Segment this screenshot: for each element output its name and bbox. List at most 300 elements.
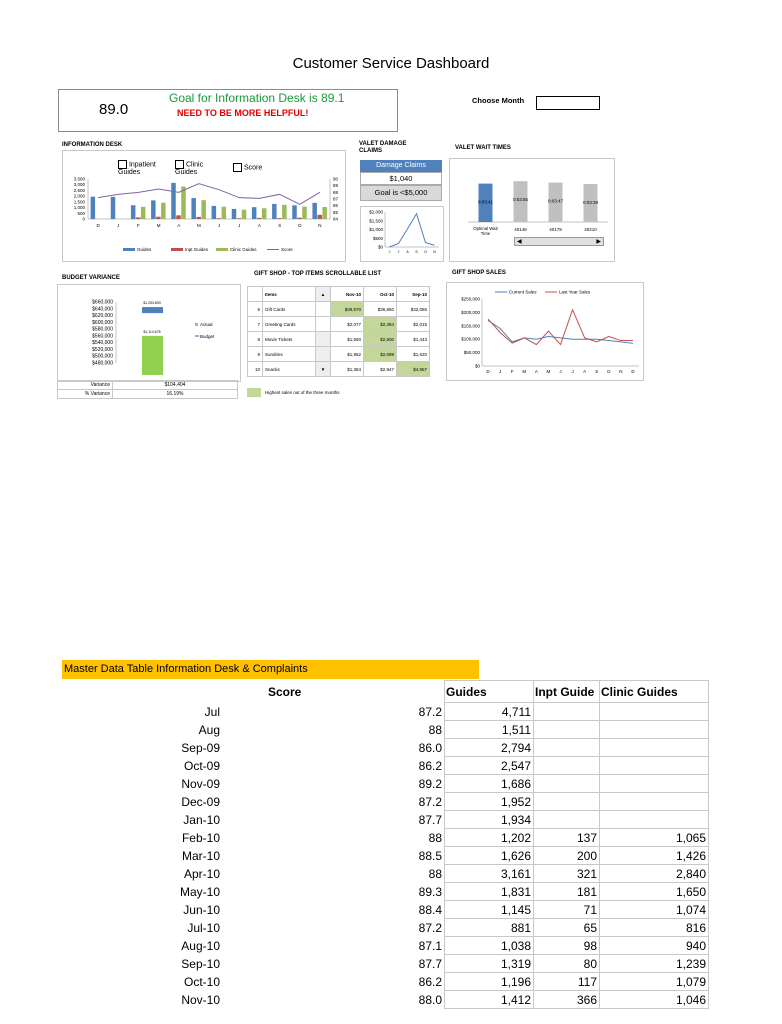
- valet-wait-panel: [449, 158, 615, 262]
- row-nov: $1,550: [331, 332, 364, 347]
- table-row: [62, 721, 709, 739]
- x-tick-label: Time: [480, 231, 491, 236]
- col-clinic-guides: Clinic Guides: [600, 681, 709, 703]
- row-month: Nov-10: [181, 992, 220, 1007]
- row-inpt-guide: [534, 793, 600, 811]
- y2-tick-label: 84: [333, 216, 339, 222]
- table-row: [62, 883, 709, 901]
- checkbox-label: Clinic Guides: [175, 161, 204, 176]
- row-month: Sep-10: [181, 956, 220, 971]
- x-tick-label: S: [415, 250, 418, 254]
- bar-clinic-guides: [262, 208, 267, 219]
- row-score: 88.0: [418, 992, 442, 1007]
- x-tick-label: J: [498, 369, 502, 374]
- bar-clinic-guides: [222, 207, 227, 219]
- x-tick-label: F: [137, 223, 140, 228]
- row-clinic-guides: 1,239: [600, 955, 709, 973]
- row-sep: $1,443: [397, 332, 430, 347]
- y2-tick-label: 88: [333, 189, 339, 195]
- row-item: Snacks: [263, 362, 316, 377]
- y2-tick-label: 85: [333, 209, 339, 215]
- row-guides: 1,145: [445, 901, 534, 919]
- table-row: [62, 919, 709, 937]
- row-guides: 2,794: [445, 739, 534, 757]
- y-tick-label: $50,000: [463, 350, 480, 356]
- y-tick-label: $250,000: [461, 296, 480, 302]
- x-tick-label: S: [595, 369, 599, 374]
- row-clinic-guides: 1,074: [600, 901, 709, 919]
- bar-guides: [131, 205, 136, 219]
- y-tick-label: $1,500: [369, 218, 383, 224]
- wait-bar-label: 0:03:47: [547, 198, 564, 204]
- col-sep: Sep-10: [397, 287, 430, 302]
- row-inpt-guide: [534, 775, 600, 793]
- y-tick-label: $150,000: [461, 323, 480, 329]
- row-month: Sep-09: [181, 740, 220, 755]
- y-tick-label: $1,000: [369, 227, 383, 232]
- y-tick-label: $620,000: [92, 313, 113, 320]
- row-clinic-guides: [600, 775, 709, 793]
- x-tick-label: M: [522, 369, 527, 374]
- col-items: Items: [263, 287, 316, 302]
- row-month: Aug-10: [181, 938, 220, 953]
- row-guides: 1,202: [445, 829, 534, 847]
- y-tick-label: $0: [377, 244, 383, 250]
- highlight-legend-swatch: [247, 388, 261, 397]
- variance-value: $104,404: [113, 381, 238, 390]
- y-tick-label: $640,000: [92, 306, 113, 313]
- y-tick-label: $500: [372, 235, 383, 241]
- x-tick-label: J: [217, 223, 221, 228]
- table-row: [62, 775, 709, 793]
- y-tick-label: $500,000: [92, 353, 113, 360]
- gift-sales-panel: [446, 282, 644, 381]
- bar-inpt-guides: [297, 218, 302, 219]
- wait-bar-label: 0:03:55: [512, 197, 529, 203]
- legend-swatch: [123, 248, 135, 251]
- row-clinic-guides: [600, 793, 709, 811]
- bar-inpt-guides: [176, 215, 181, 219]
- bar-clinic-guides: [201, 200, 206, 219]
- x-tick-label: D: [96, 223, 100, 228]
- bar-inpt-guides: [237, 218, 242, 219]
- row-sep: $2,015: [397, 317, 430, 332]
- bar-guides: [292, 205, 297, 219]
- master-table: [62, 680, 709, 1009]
- scroll-track[interactable]: [316, 332, 331, 347]
- row-score: 87.2: [418, 794, 442, 809]
- bar-inpt-guides: [136, 217, 141, 219]
- table-row: [62, 829, 709, 847]
- col-score: Score: [268, 684, 302, 699]
- row-guides: 1,412: [445, 991, 534, 1009]
- legend-label: Last Year Sales: [559, 289, 591, 295]
- x-tick-label: 40148: [514, 227, 527, 232]
- legend-label: Score: [281, 247, 293, 252]
- row-oct: $2,394: [364, 317, 397, 332]
- bar-clinic-guides: [322, 207, 327, 219]
- row-oct: $36,850: [364, 302, 397, 317]
- y-tick-label: $200,000: [461, 309, 480, 315]
- x-tick-label: Optimal Wait: [473, 226, 498, 231]
- row-index: 9: [248, 347, 263, 362]
- valet-damage-heading: VALET DAMAGE CLAIMS: [359, 141, 407, 154]
- choose-month-label: Choose Month: [472, 96, 525, 105]
- y-tick-label: $580,000: [92, 326, 113, 333]
- score-line: [98, 184, 320, 205]
- table-row: [62, 901, 709, 919]
- x-tick-label: F: [510, 369, 514, 374]
- row-month: Oct-09: [183, 758, 220, 773]
- table-row: [62, 991, 709, 1009]
- scroll-track[interactable]: ▼: [316, 362, 331, 377]
- row-oct: $2,099: [364, 347, 397, 362]
- table-row: [62, 937, 709, 955]
- row-inpt-guide: 98: [534, 937, 600, 955]
- col-nov: Nov-10: [331, 287, 364, 302]
- row-score: 86.2: [418, 974, 442, 989]
- budget-label: $1,114,678: [143, 329, 161, 334]
- current-sales-line: [488, 320, 633, 343]
- damage-line: [390, 214, 435, 247]
- y-tick-label: 1,000: [73, 205, 85, 211]
- row-score: 88.4: [418, 902, 442, 917]
- row-score: 88.5: [418, 848, 442, 863]
- row-inpt-guide: 181: [534, 883, 600, 901]
- row-clinic-guides: 816: [600, 919, 709, 937]
- x-tick-label: N: [318, 223, 322, 228]
- valet-wait-heading: VALET WAIT TIMES: [455, 145, 511, 151]
- row-month: Nov-09: [181, 776, 220, 791]
- row-guides: 2,547: [445, 757, 534, 775]
- actual-bar: [142, 307, 163, 313]
- row-clinic-guides: 940: [600, 937, 709, 955]
- legend-label: Inpt Guides: [185, 247, 209, 252]
- row-nov: $39,570: [331, 302, 364, 317]
- table-row: [248, 332, 430, 347]
- row-clinic-guides: 1,079: [600, 973, 709, 991]
- row-guides: 3,161: [445, 865, 534, 883]
- row-guides: 1,626: [445, 847, 534, 865]
- row-inpt-guide: [534, 721, 600, 739]
- x-tick-label: J: [559, 369, 562, 374]
- actual-label: $1,253,893: [143, 301, 161, 306]
- info-desk-heading: INFORMATION DESK: [62, 142, 123, 148]
- bar-inpt-guides: [277, 218, 282, 219]
- row-index: 7: [248, 317, 263, 332]
- row-oct: $2,500: [364, 332, 397, 347]
- info-desk-chart: [63, 151, 345, 261]
- bar-guides: [151, 200, 156, 219]
- y-tick-label: 0: [82, 216, 85, 222]
- bar-inpt-guides: [196, 217, 201, 219]
- bar-inpt-guides: [317, 215, 322, 219]
- gift-sales-chart: [447, 283, 643, 380]
- row-guides: 4,711: [445, 703, 534, 721]
- y-tick-label: $2,000: [369, 209, 383, 215]
- gift-sales-heading: GIFT SHOP SALES: [452, 270, 506, 276]
- row-guides: 881: [445, 919, 534, 937]
- row-clinic-guides: 1,650: [600, 883, 709, 901]
- row-score: 88: [428, 722, 442, 737]
- row-score: 87.2: [418, 704, 442, 719]
- bar-guides: [191, 198, 196, 219]
- table-row: [62, 865, 709, 883]
- bar-guides: [232, 209, 237, 219]
- row-month: Jun-10: [183, 902, 220, 917]
- bar-clinic-guides: [282, 205, 287, 219]
- x-tick-label: A: [534, 369, 538, 374]
- legend-label: Actual: [200, 322, 213, 327]
- table-row: [248, 302, 430, 317]
- row-clinic-guides: [600, 721, 709, 739]
- row-month: Mar-10: [181, 848, 220, 863]
- row-score: 88: [428, 866, 442, 881]
- scroll-track[interactable]: [316, 302, 331, 317]
- x-tick-label: N: [619, 369, 623, 374]
- y-tick-label: 2,500: [73, 187, 85, 193]
- row-score: 87.7: [418, 956, 442, 971]
- y2-tick-label: 87: [333, 196, 339, 202]
- budget-table: [57, 380, 238, 399]
- need-helpful-text: NEED TO BE MORE HELPFUL!: [177, 108, 309, 118]
- row-sep: $32,065: [397, 302, 430, 317]
- info-desk-panel: [62, 150, 346, 262]
- y-tick-label: 3,500: [73, 176, 85, 182]
- budget-panel: [57, 284, 241, 382]
- row-inpt-guide: [534, 811, 600, 829]
- y-tick-label: $480,000: [92, 360, 113, 367]
- col-month: [62, 681, 222, 703]
- row-guides: 1,952: [445, 793, 534, 811]
- y-tick-label: $600,000: [92, 319, 113, 326]
- row-inpt-guide: [534, 739, 600, 757]
- bar-guides: [272, 204, 277, 219]
- bar-clinic-guides: [161, 203, 166, 219]
- y2-tick-label: 86: [333, 203, 339, 209]
- y-tick-label: 2,000: [73, 193, 85, 199]
- budget-heading: BUDGET VARIANCE: [62, 275, 120, 281]
- table-row: [62, 757, 709, 775]
- table-row: [248, 362, 430, 377]
- table-row: [58, 390, 238, 399]
- col-oct: Oct-10: [364, 287, 397, 302]
- row-inpt-guide: 71: [534, 901, 600, 919]
- row-nov: $1,952: [331, 347, 364, 362]
- bar-inpt-guides: [156, 217, 161, 219]
- x-tick-label: A: [406, 250, 409, 254]
- x-tick-label: O: [297, 223, 302, 228]
- row-guides: 1,831: [445, 883, 534, 901]
- bar-inpt-guides: [217, 218, 222, 219]
- row-inpt-guide: [534, 757, 600, 775]
- budget-bar: [142, 336, 163, 375]
- scroll-track[interactable]: [316, 317, 331, 332]
- row-score: 86.2: [418, 758, 442, 773]
- row-month: Jul: [204, 704, 220, 719]
- row-item: Movie Tickets: [263, 332, 316, 347]
- row-month: Oct-10: [183, 974, 220, 989]
- legend-label: Clinic Guides: [230, 247, 257, 252]
- row-inpt-guide: 321: [534, 865, 600, 883]
- row-item: Greeting Cards: [263, 317, 316, 332]
- damage-goal: Goal is <$5,000: [360, 185, 442, 201]
- row-guides: 1,196: [445, 973, 534, 991]
- row-guides: 1,934: [445, 811, 534, 829]
- x-tick-label: D: [486, 369, 490, 374]
- row-score: 88: [428, 830, 442, 845]
- y-tick-label: 3,000: [73, 182, 85, 188]
- row-clinic-guides: [600, 703, 709, 721]
- x-tick-label: J: [388, 250, 391, 254]
- table-row: [62, 739, 709, 757]
- bar-guides: [312, 203, 317, 219]
- legend-label: Budget: [200, 334, 215, 339]
- bar-guides: [252, 207, 257, 219]
- y-tick-label: $0: [474, 363, 480, 369]
- table-row: [248, 317, 430, 332]
- row-month: Dec-09: [181, 794, 220, 809]
- x-tick-label: M: [546, 369, 551, 374]
- y-tick-label: 1,500: [73, 199, 85, 205]
- x-tick-label: A: [583, 369, 587, 374]
- gift-top-table[interactable]: [247, 286, 430, 377]
- x-tick-label: 40210: [584, 227, 597, 232]
- x-tick-label: A: [177, 223, 181, 228]
- damage-amount: $1,040: [360, 172, 442, 185]
- row-item: Gift Cards: [263, 302, 316, 317]
- row-month: Jul-10: [187, 920, 220, 935]
- y-tick-label: $100,000: [461, 336, 480, 342]
- row-sep: $1,620: [397, 347, 430, 362]
- row-inpt-guide: 117: [534, 973, 600, 991]
- x-tick-label: J: [238, 223, 241, 228]
- row-clinic-guides: [600, 739, 709, 757]
- row-guides: 1,686: [445, 775, 534, 793]
- col-index: [248, 287, 263, 302]
- score-panel: [58, 89, 398, 132]
- scroll-up-icon[interactable]: ▲: [316, 287, 331, 302]
- budget-chart: [58, 285, 240, 381]
- highlight-legend-text: Highest sales out of the three months: [265, 390, 340, 395]
- row-month: Aug: [198, 722, 220, 737]
- scroll-left-icon[interactable]: ◀: [517, 239, 522, 245]
- pct-variance-label: % Variance: [58, 390, 113, 399]
- damage-claims-header: Damage Claims: [360, 160, 442, 172]
- legend-swatch: [216, 248, 228, 251]
- row-month: May-10: [179, 884, 220, 899]
- y-tick-label: $520,000: [92, 346, 113, 353]
- row-inpt-guide: 80: [534, 955, 600, 973]
- y-tick-label: $560,000: [92, 333, 113, 340]
- row-score: 87.1: [418, 938, 442, 953]
- row-clinic-guides: 1,426: [600, 847, 709, 865]
- row-inpt-guide: [534, 703, 600, 721]
- valet-scrollbar[interactable]: [514, 237, 604, 246]
- y-tick-label: $660,000: [92, 299, 113, 306]
- x-tick-label: M: [156, 223, 161, 228]
- x-tick-label: O: [607, 369, 611, 374]
- row-index: 8: [248, 332, 263, 347]
- checkbox-label: Score: [243, 164, 263, 172]
- goal-text: Goal for Information Desk is 89.1: [169, 91, 345, 105]
- row-index: 6: [248, 302, 263, 317]
- x-tick-label: J: [571, 369, 574, 374]
- row-clinic-guides: [600, 757, 709, 775]
- row-nov: $1,384: [331, 362, 364, 377]
- x-tick-label: D: [631, 369, 635, 374]
- row-inpt-guide: 137: [534, 829, 600, 847]
- bar-clinic-guides: [141, 207, 146, 219]
- row-oct: $2,947: [364, 362, 397, 377]
- row-guides: 1,319: [445, 955, 534, 973]
- x-tick-label: S: [278, 223, 282, 228]
- row-item: Sundries: [263, 347, 316, 362]
- row-score: 87.7: [418, 812, 442, 827]
- table-row: [58, 381, 238, 390]
- legend-label: Guides: [137, 247, 152, 252]
- bar-guides: [111, 197, 116, 219]
- y2-tick-label: 89: [333, 183, 339, 189]
- row-clinic-guides: [600, 811, 709, 829]
- row-inpt-guide: 200: [534, 847, 600, 865]
- row-guides: 1,038: [445, 937, 534, 955]
- wait-bar-label: 0:03:41: [477, 199, 494, 205]
- row-month: Jan-10: [183, 812, 220, 827]
- choose-month-input[interactable]: [536, 96, 600, 110]
- row-score: 89.2: [418, 776, 442, 791]
- row-nov: $2,077: [331, 317, 364, 332]
- y-tick-label: 500: [77, 210, 85, 216]
- x-tick-label: M: [197, 223, 201, 228]
- table-row: [62, 703, 709, 721]
- scroll-right-icon[interactable]: ▶: [596, 239, 601, 245]
- table-row: [62, 973, 709, 991]
- row-inpt-guide: 65: [534, 919, 600, 937]
- row-score: 87.2: [418, 920, 442, 935]
- row-index: 10: [248, 362, 263, 377]
- bar-inpt-guides: [257, 218, 262, 219]
- y2-tick-label: 90: [333, 176, 339, 182]
- score-value: 89.0: [99, 101, 129, 118]
- table-row: [62, 811, 709, 829]
- x-tick-label: O: [424, 250, 427, 254]
- scroll-track[interactable]: [316, 347, 331, 362]
- checkbox-label: Inpatient Guides: [118, 161, 156, 177]
- x-tick-label: J: [397, 250, 400, 254]
- x-tick-label: J: [117, 223, 120, 228]
- row-inpt-guide: 366: [534, 991, 600, 1009]
- bar-guides: [91, 197, 96, 219]
- table-row: [62, 793, 709, 811]
- row-guides: 1,511: [445, 721, 534, 739]
- row-month: Feb-10: [181, 830, 220, 845]
- col-inpt-guide: Inpt Guide: [534, 681, 600, 703]
- col-guides: Guides: [445, 681, 534, 703]
- variance-label: Variance: [58, 381, 113, 390]
- row-score: 89.3: [418, 884, 442, 899]
- bar-guides: [212, 206, 217, 219]
- gift-top-heading: GIFT SHOP - TOP ITEMS SCROLLABLE LIST: [254, 271, 382, 277]
- table-header: [248, 287, 430, 302]
- legend-swatch: [171, 248, 183, 251]
- y-tick-label: $540,000: [92, 340, 113, 347]
- legend-swatch: [195, 323, 198, 326]
- bar-guides: [171, 183, 176, 219]
- damage-panel: [360, 206, 444, 262]
- bar-clinic-guides: [302, 207, 307, 219]
- row-month: Apr-10: [183, 866, 220, 881]
